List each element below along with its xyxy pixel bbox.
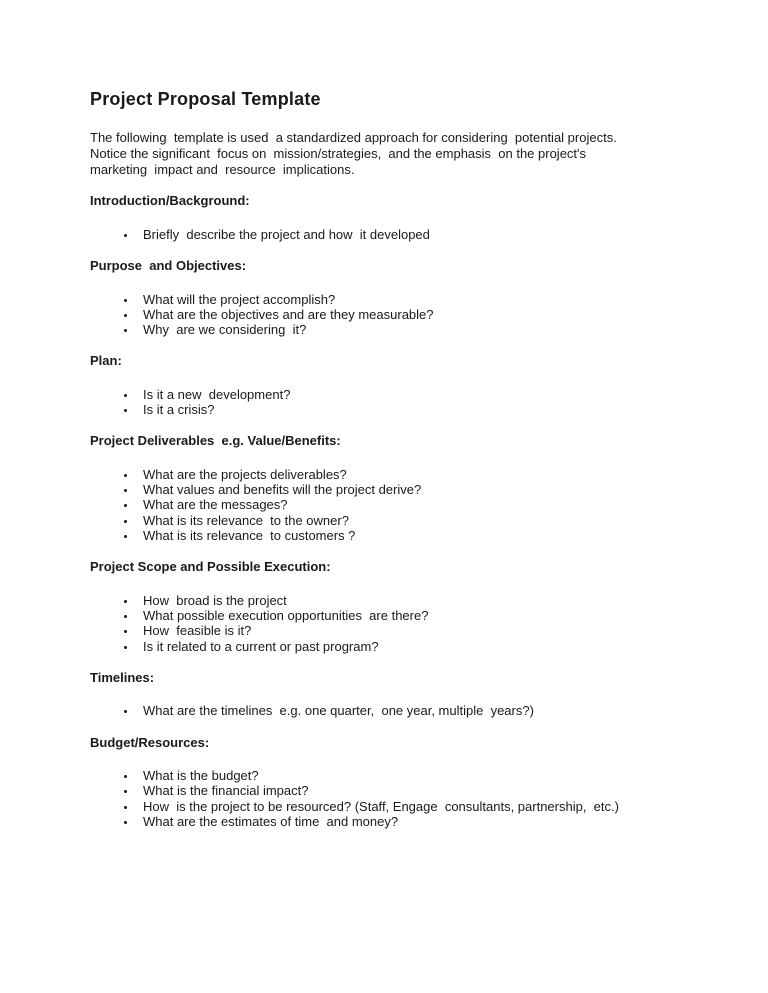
bullet-list xyxy=(90,292,682,338)
section-heading: Project Scope and Possible Execution: xyxy=(90,559,331,575)
bullet-item: • What is its relevance to the owner? xyxy=(137,513,682,528)
bullet-item: • What are the objectives and are they measurable? xyxy=(137,307,682,322)
bullet-list xyxy=(90,387,682,418)
bullet-list xyxy=(90,227,682,242)
bullet-item: • Why are we considering it? xyxy=(137,322,682,337)
bullet-item: • What is its relevance to customers ? xyxy=(137,528,682,543)
section-heading: Budget/Resources: xyxy=(90,734,210,750)
section-heading: Introduction/Background: xyxy=(90,193,250,209)
bullet-item: • What are the projects deliverables? xyxy=(137,467,682,482)
document-section xyxy=(90,258,682,337)
document-section xyxy=(90,735,682,830)
document-section xyxy=(90,559,682,654)
bullet-item: • Is it a new development? xyxy=(137,387,682,402)
bullet-list xyxy=(90,467,682,543)
document-section xyxy=(90,353,682,417)
section-heading: Purpose and Objectives: xyxy=(90,258,247,274)
intro-line: marketing impact and resource implications. xyxy=(90,161,355,177)
bullet-list xyxy=(90,768,682,829)
bullet-list xyxy=(90,593,682,654)
bullet-item: • What will the project accomplish? xyxy=(137,292,682,307)
bullet-item: • What is the financial impact? xyxy=(137,783,682,798)
bullet-item: • What is the budget? xyxy=(137,768,682,783)
section-heading: Project Deliverables e.g. Value/Benefits: xyxy=(90,433,341,449)
document-body xyxy=(90,193,682,829)
bullet-item: • What are the messages? xyxy=(137,497,682,512)
bullet-item: • How is the project to be resourced? (Staff, Engage consultants, partnership, etc.) xyxy=(137,799,682,814)
section-heading: Plan: xyxy=(90,353,122,369)
bullet-item: • What are the timelines e.g. one quarter, one year, multiple years?) xyxy=(137,703,682,718)
bullet-item: • What possible execution opportunities are there? xyxy=(137,608,682,623)
bullet-item: • Briefly describe the project and how it developed xyxy=(137,227,682,242)
document-section xyxy=(90,193,682,242)
bullet-item: • Is it related to a current or past program? xyxy=(137,639,682,654)
section-heading: Timelines: xyxy=(90,669,155,685)
intro-paragraph xyxy=(90,130,682,177)
intro-line: The following template is used a standardized approach for considering potential projects. xyxy=(90,130,617,145)
bullet-item: • How broad is the project xyxy=(137,593,682,608)
page-title: Project Proposal Template xyxy=(90,89,321,109)
bullet-list xyxy=(90,703,682,718)
bullet-item: • What values and benefits will the project derive? xyxy=(137,482,682,497)
intro-line: Notice the significant focus on mission/strategies, and the emphasis on the project's xyxy=(90,145,587,161)
bullet-item: • How feasible is it? xyxy=(137,623,682,638)
bullet-item: • What are the estimates of time and money? xyxy=(137,814,682,829)
bullet-item: • Is it a crisis? xyxy=(137,402,682,417)
document-section xyxy=(90,433,682,543)
document-section xyxy=(90,670,682,719)
